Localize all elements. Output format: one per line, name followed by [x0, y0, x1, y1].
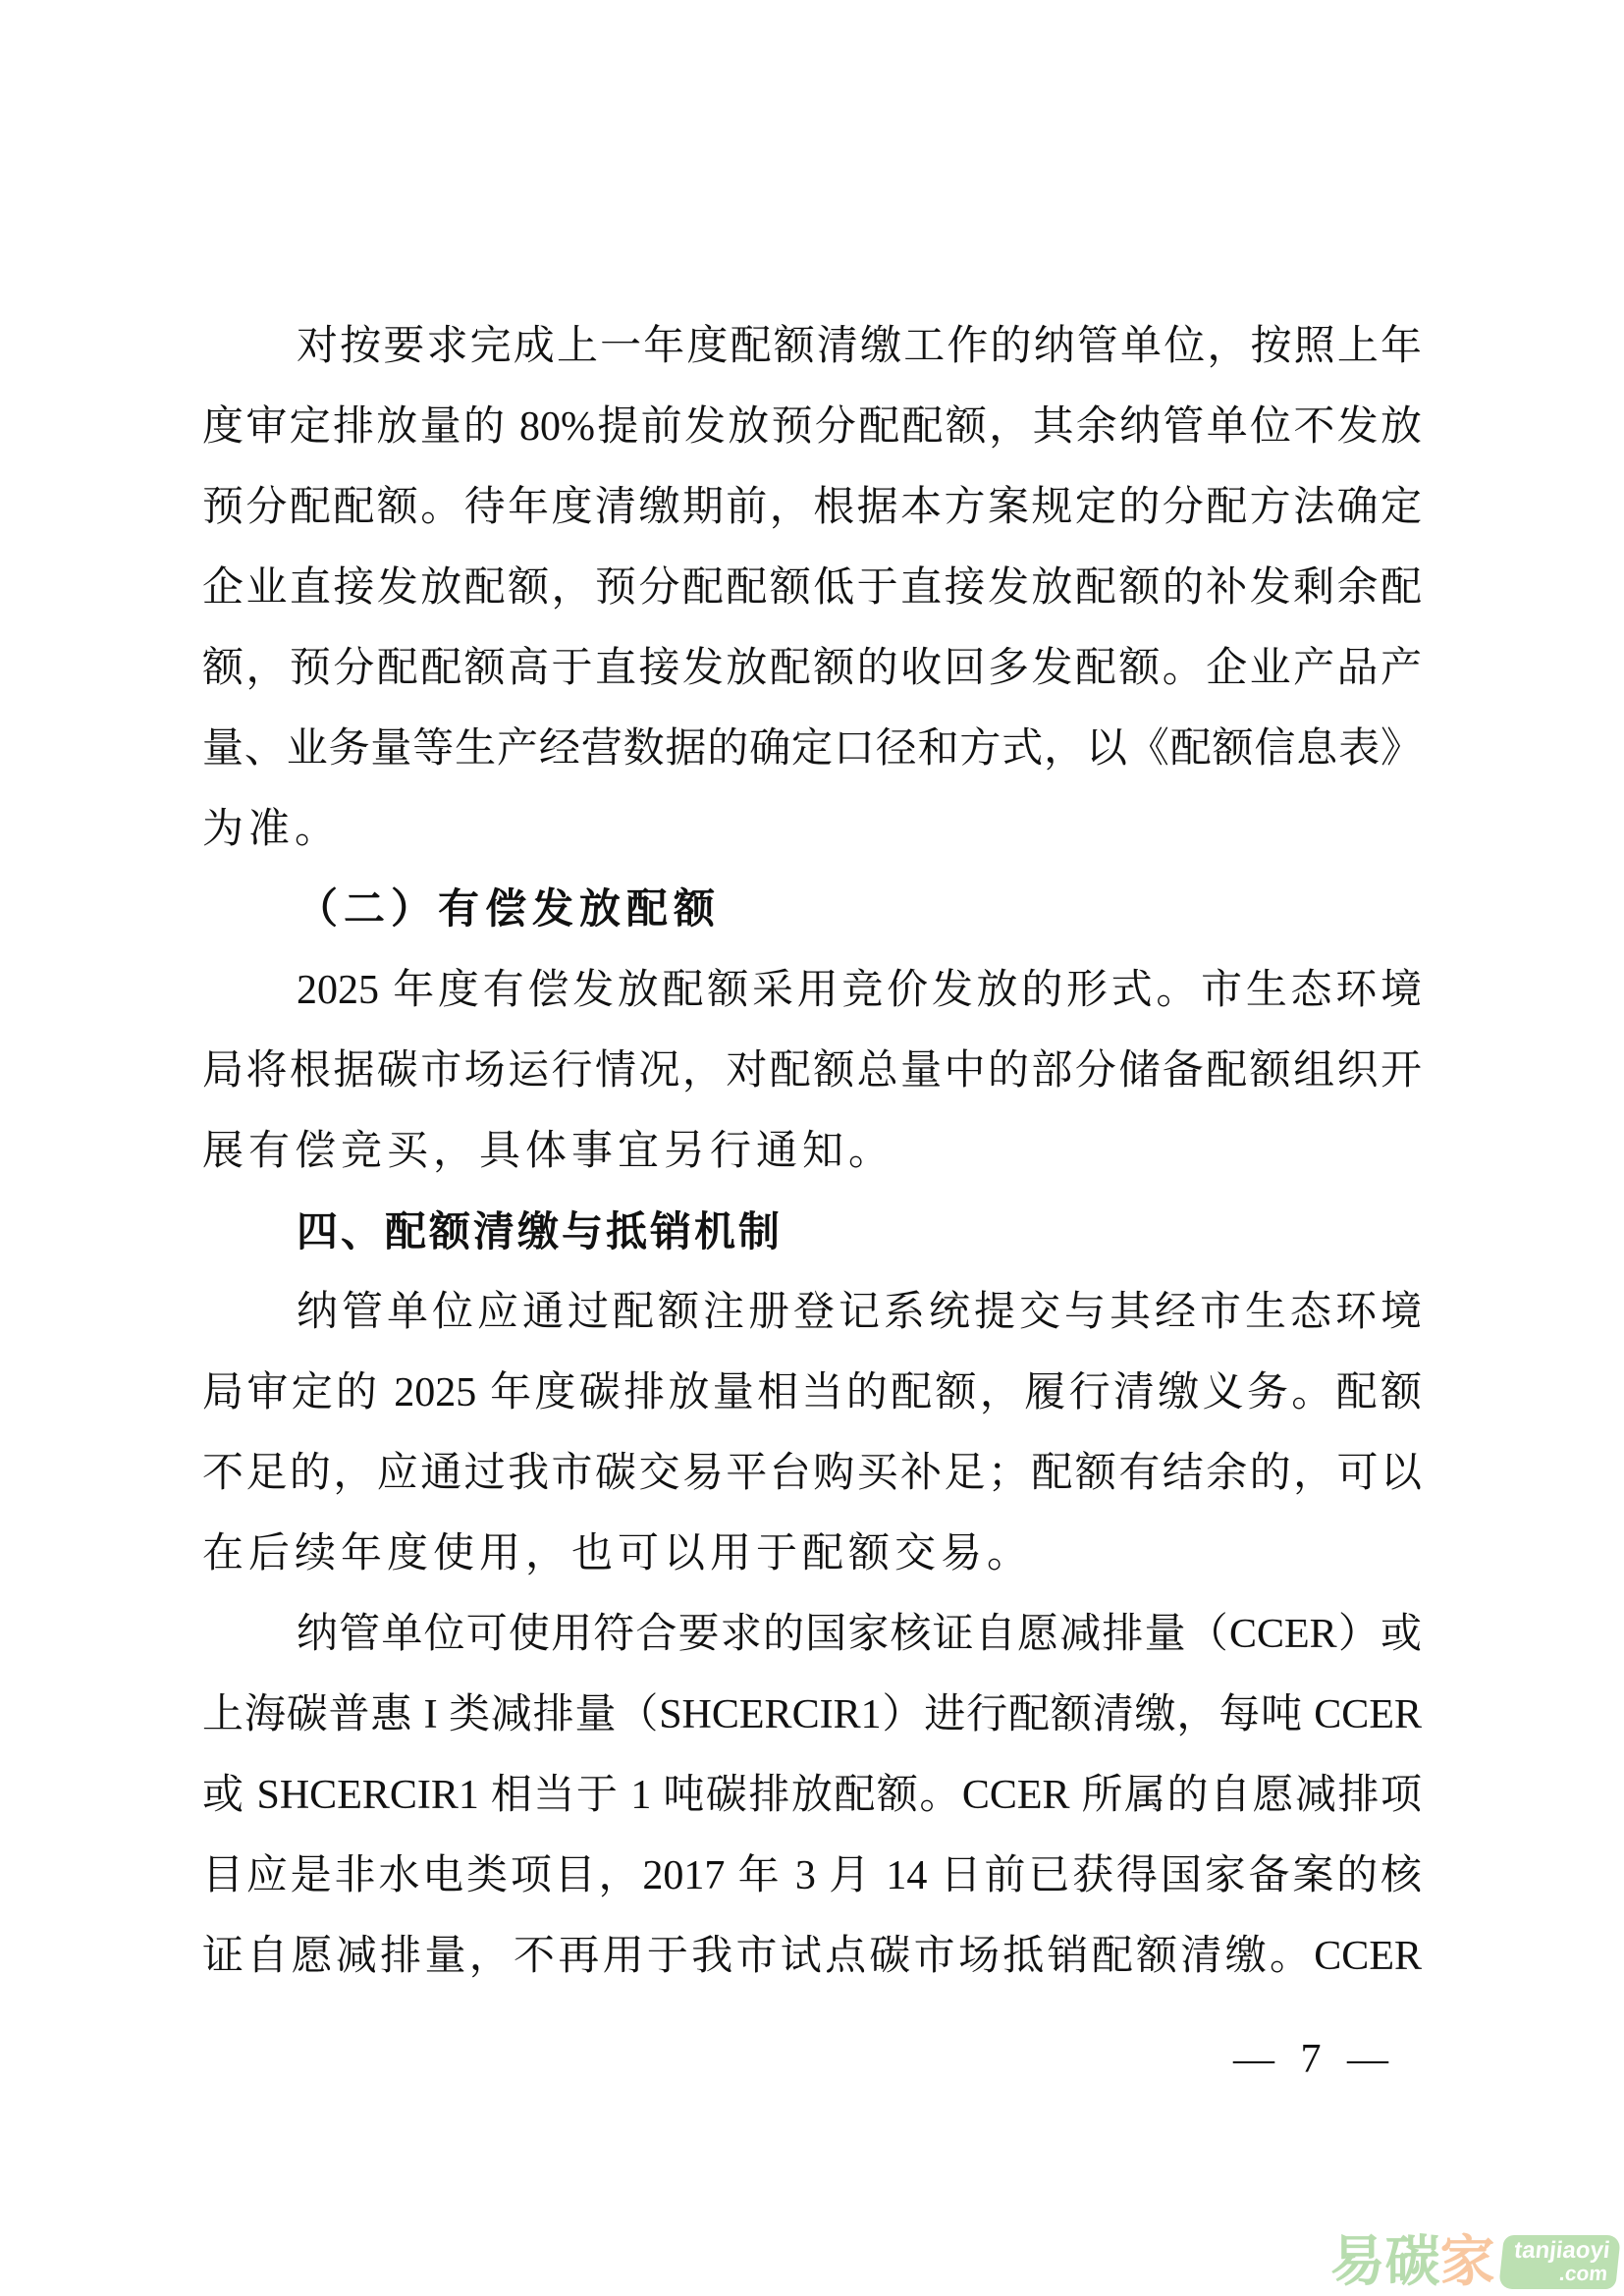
watermark-badge — [1498, 2235, 1621, 2289]
body-line: 展有偿竞买，具体事宜另行通知。 — [202, 1129, 895, 1174]
subheading-paid-allocation: （二）有偿发放配额 — [297, 887, 722, 933]
body-line: 对按要求完成上一年度配额清缴工作的纳管单位，按照上年 — [297, 324, 1422, 369]
body-line: 度审定排放量的 80%提前发放预分配配额，其余纳管单位不发放 — [202, 404, 1422, 450]
tanjiaoyi-watermark — [1330, 2231, 1618, 2292]
body-line: 纳管单位应通过配额注册登记系统提交与其经市生态环境 — [297, 1290, 1422, 1335]
body-line: 额，预分配配额高于直接发放配额的收回多发配额。企业产品产 — [202, 646, 1422, 691]
section-heading-4: 四、配额清缴与抵销机制 — [297, 1208, 784, 1255]
body-line: 企业直接发放配额，预分配配额低于直接发放配额的补发剩余配 — [202, 565, 1422, 611]
watermark-badge-domain: tanjiaoyi — [1512, 2236, 1611, 2264]
body-line: 目应是非水电类项目，2017 年 3 月 14 日前已获得国家备案的核 — [202, 1853, 1422, 1898]
body-line: 纳管单位可使用符合要求的国家核证自愿减排量（CCER）或 — [297, 1612, 1422, 1657]
body-line: 为准。 — [202, 807, 342, 852]
body-line: 在后续年度使用，也可以用于配额交易。 — [202, 1531, 1034, 1576]
watermark-badge-tld: .com — [1557, 2262, 1608, 2285]
body-line: 不足的，应通过我市碳交易平台购买补足；配额有结余的，可以 — [202, 1451, 1422, 1496]
watermark-brand-orange: 家 — [1439, 2230, 1495, 2292]
body-line: 证自愿减排量，不再用于我市试点碳市场抵销配额清缴。CCER — [202, 1934, 1422, 1979]
watermark-brand-green: 易碳 — [1329, 2230, 1440, 2292]
body-line: 或 SHCERCIR1 相当于 1 吨碳排放配额。CCER 所属的自愿减排项 — [202, 1773, 1422, 1818]
body-line: 上海碳普惠 I 类减排量（SHCERCIR1）进行配额清缴，每吨 CCER — [202, 1692, 1422, 1737]
page-number: — 7 — — [1233, 2037, 1388, 2082]
body-line: 2025 年度有偿发放配额采用竞价发放的形式。市生态环境 — [297, 968, 1422, 1013]
body-line: 预分配配额。待年度清缴期前，根据本方案规定的分配方法确定 — [202, 485, 1422, 530]
body-line: 局审定的 2025 年度碳排放量相当的配额，履行清缴义务。配额 — [202, 1370, 1422, 1415]
body-line: 量、业务量等生产经营数据的确定口径和方式，以《配额信息表》 — [202, 726, 1422, 772]
document-body — [202, 306, 1422, 1997]
body-line: 局将根据碳市场运行情况，对配额总量中的部分储备配额组织开 — [202, 1048, 1422, 1094]
